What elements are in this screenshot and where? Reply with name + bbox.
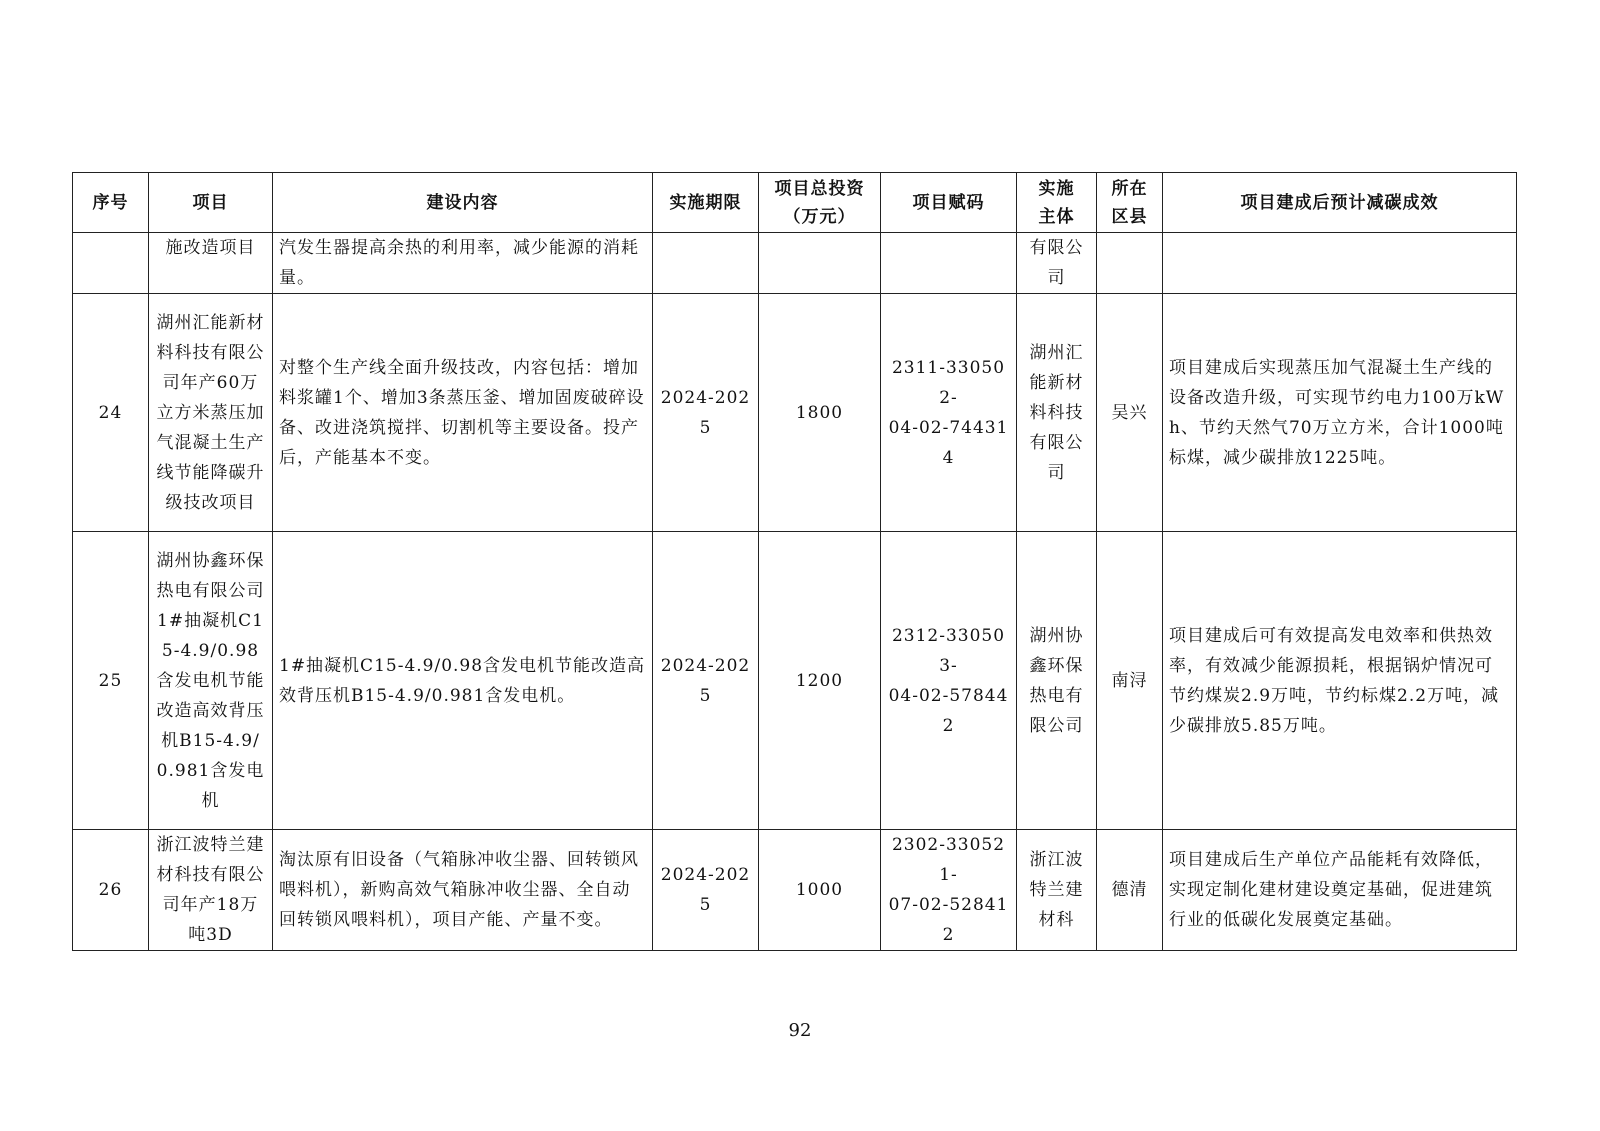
cell-county: 吴兴 bbox=[1097, 294, 1163, 532]
table-row bbox=[73, 830, 1517, 951]
cell-code-line1: 2302-330521- bbox=[891, 835, 1006, 885]
project-table bbox=[72, 172, 1517, 951]
table-row bbox=[73, 233, 1517, 294]
page-number: 92 bbox=[788, 1020, 812, 1041]
cell-investment: 1800 bbox=[759, 294, 881, 532]
cell-investment bbox=[759, 233, 881, 294]
cell-period: 2024-2025 bbox=[653, 830, 759, 951]
header-county bbox=[1097, 173, 1163, 233]
header-investment-line1: 项目总投资 bbox=[774, 178, 865, 199]
cell-seq: 25 bbox=[73, 532, 149, 830]
cell-investment: 1000 bbox=[759, 830, 881, 951]
cell-code-line2: 04-02-578442 bbox=[888, 685, 1009, 736]
cell-code-line1: 2311-330502- bbox=[891, 357, 1006, 408]
header-investment-line2: （万元） bbox=[783, 206, 856, 227]
cell-effect: 项目建成后生产单位产品能耗有效降低，实现定制化建材建设奠定基础，促进建筑行业的低碳化发展奠定基础。 bbox=[1163, 830, 1517, 951]
cell-code-line2: 04-02-744314 bbox=[888, 417, 1009, 468]
cell-project: 湖州协鑫环保热电有限公司1#抽凝机C15-4.9/0.98含发电机节能改造高效背压机B15-4.9/0.981含发电机 bbox=[149, 532, 273, 830]
header-seq: 序号 bbox=[73, 173, 149, 233]
cell-period: 2024-2025 bbox=[653, 532, 759, 830]
header-county-line2: 区县 bbox=[1111, 206, 1148, 227]
cell-code bbox=[881, 233, 1017, 294]
cell-investment: 1200 bbox=[759, 532, 881, 830]
cell-code bbox=[881, 294, 1017, 532]
header-row bbox=[73, 173, 1517, 233]
table-row bbox=[73, 532, 1517, 830]
header-content: 建设内容 bbox=[273, 173, 653, 233]
header-code: 项目赋码 bbox=[881, 173, 1017, 233]
table-header bbox=[73, 173, 1517, 233]
header-entity-line2: 主体 bbox=[1038, 206, 1075, 227]
cell-effect: 项目建成后可有效提高发电效率和供热效率，有效减少能源损耗，根据锅炉情况可节约煤炭2.9万吨，节约标煤2.2万吨，减少碳排放5.85万吨。 bbox=[1163, 532, 1517, 830]
cell-content: 汽发生器提高余热的利用率，减少能源的消耗量。 bbox=[273, 233, 653, 294]
cell-county: 德清 bbox=[1097, 830, 1163, 951]
cell-county: 南浔 bbox=[1097, 532, 1163, 830]
header-entity-line1: 实施 bbox=[1038, 178, 1075, 199]
cell-county bbox=[1097, 233, 1163, 294]
cell-seq: 24 bbox=[73, 294, 149, 532]
cell-entity: 有限公司 bbox=[1017, 233, 1097, 294]
header-project: 项目 bbox=[149, 173, 273, 233]
cell-period bbox=[653, 233, 759, 294]
cell-seq: 26 bbox=[73, 830, 149, 951]
table-row bbox=[73, 294, 1517, 532]
table-body bbox=[73, 233, 1517, 951]
cell-period: 2024-2025 bbox=[653, 294, 759, 532]
cell-content: 对整个生产线全面升级技改，内容包括：增加料浆罐1个、增加3条蒸压釜、增加固废破碎设备、改进浇筑搅拌、切割机等主要设备。投产后，产能基本不变。 bbox=[273, 294, 653, 532]
header-investment bbox=[759, 173, 881, 233]
cell-code bbox=[881, 532, 1017, 830]
cell-entity: 湖州协鑫环保热电有限公司 bbox=[1017, 532, 1097, 830]
cell-project: 施改造项目 bbox=[149, 233, 273, 294]
cell-project: 浙江波特兰建材科技有限公司年产18万吨3D bbox=[149, 830, 273, 951]
header-county-line1: 所在 bbox=[1111, 178, 1148, 199]
cell-effect bbox=[1163, 233, 1517, 294]
cell-code-line2: 07-02-528412 bbox=[888, 895, 1009, 945]
cell-seq bbox=[73, 233, 149, 294]
header-entity bbox=[1017, 173, 1097, 233]
header-period: 实施期限 bbox=[653, 173, 759, 233]
cell-project: 湖州汇能新材料科技有限公司年产60万立方米蒸压加气混凝土生产线节能降碳升级技改项目 bbox=[149, 294, 273, 532]
cell-code bbox=[881, 830, 1017, 951]
cell-entity: 湖州汇能新材料科技有限公司 bbox=[1017, 294, 1097, 532]
cell-content: 淘汰原有旧设备（气箱脉冲收尘器、回转锁风喂料机），新购高效气箱脉冲收尘器、全自动回转锁风喂料机），项目产能、产量不变。 bbox=[273, 830, 653, 951]
cell-effect: 项目建成后实现蒸压加气混凝土生产线的设备改造升级，可实现节约电力100万kWh、节约天然气70万立方米，合计1000吨标煤，减少碳排放1225吨。 bbox=[1163, 294, 1517, 532]
cell-entity: 浙江波特兰建材科 bbox=[1017, 830, 1097, 951]
cell-code-line1: 2312-330503- bbox=[891, 625, 1006, 676]
cell-content: 1#抽凝机C15-4.9/0.98含发电机节能改造高效背压机B15-4.9/0.981含发电机。 bbox=[273, 532, 653, 830]
header-effect: 项目建成后预计减碳成效 bbox=[1163, 173, 1517, 233]
